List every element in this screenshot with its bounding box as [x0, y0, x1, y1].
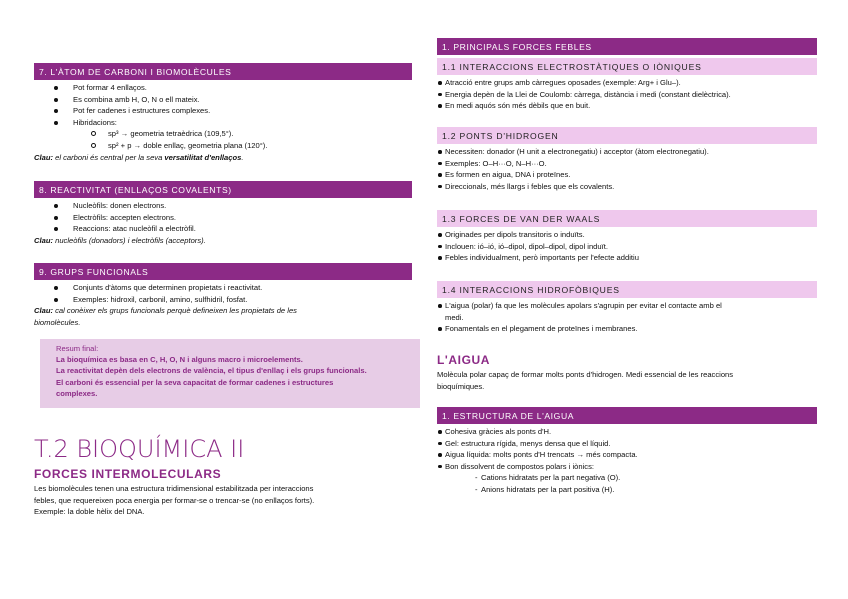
section-van-der-waals	[437, 210, 817, 264]
list-item: Exemples: O–H···O, N–H···O.	[437, 158, 817, 170]
sub-list-item: sp³ → geometria tetraèdrica (109,5°).	[34, 128, 412, 140]
list-item: En medi aquós són més dèbils que en buit.	[437, 100, 817, 112]
list-item: Conjunts d'àtoms que determinen propietats i reactivitat.	[34, 282, 412, 294]
subsection-header: 1.3 FORCES DE VAN DER WAALS	[437, 210, 817, 227]
dash-item: - Cations hidratats per la part negativa (O).	[437, 472, 817, 484]
section-header: 9. GRUPS FUNCIONALS	[34, 263, 412, 280]
subsection-header: 1.4 INTERACCIONS HIDROFÒBIQUES	[437, 281, 817, 298]
list-item: Fonamentals en el plegament de proteïnes i membranes.	[437, 323, 817, 335]
list-item: L'aigua (polar) fa que les molècules apolars s'agrupin per evitar el contacte amb el	[437, 300, 817, 312]
section-header: 1. ESTRUCTURA DE L'AIGUA	[437, 407, 817, 424]
subsection-header: 1.2 PONTS D'HIDROGEN	[437, 127, 817, 144]
clau-note: Clau: el carboni és central per la seva versatilitat d'enllaços.	[34, 152, 244, 162]
paragraph-line: Molècula polar capaç de formar molts ponts d'hidrogen. Medi essencial de les reaccions	[437, 370, 734, 379]
list-item: Inclouen: ió–ió, ió–dipol, dipol–dipol, dipol induït.	[437, 241, 817, 253]
resum-line: La reactivitat depèn dels electrons de valència, el tipus d'enllaç i els grups funcionals.	[56, 366, 367, 376]
resum-line: complexes.	[56, 389, 98, 399]
subsection-header: 1.1 INTERACCIONS ELECTROSTÀTIQUES O IÒNIQUES	[437, 58, 817, 75]
list-item: Originades per dipols transitoris o induïts.	[437, 229, 817, 241]
section-reactivitat	[34, 181, 412, 246]
list-item-continuation: medi.	[445, 312, 464, 322]
aigua-heading: L'AIGUA	[437, 353, 491, 367]
list-item: Cohesiva gràcies als ponts d'H.	[437, 426, 817, 438]
resum-title: Resum final:	[56, 344, 99, 353]
resum-line: La bioquímica es basa en C, H, O, N i alguns macro i microelements.	[56, 355, 303, 364]
section-header: 8. REACTIVITAT (ENLLAÇOS COVALENTS)	[34, 181, 412, 198]
page-title: T.2 BIOQUÍMICA II	[34, 435, 245, 463]
list-item: Necessiten: donador (H unit a electronegatiu) i acceptor (àtom electronegatiu).	[437, 146, 817, 158]
list-item: Es formen en aigua, DNA i proteïnes.	[437, 169, 817, 181]
paragraph-line: bioquímiques.	[437, 381, 485, 391]
clau-note: Clau: cal conèixer els grups funcionals perquè defineixen les propietats de les biomolècules.	[34, 306, 297, 327]
list-item: Electròfils: accepten electrons.	[34, 212, 412, 224]
list-item: Nucleòfils: donen electrons.	[34, 200, 412, 212]
list-item: Direccionals, més llargs i febles que els covalents.	[437, 181, 817, 193]
section-hidrofobiques	[437, 281, 817, 335]
forces-heading: FORCES INTERMOLECULARS	[34, 467, 222, 481]
paragraph-line: Exemple: la doble hèlix del DNA.	[34, 507, 145, 517]
paragraph-line: febles, que requereixen poca energia per formar-se o trencar-se (no enllaços forts).	[34, 495, 315, 505]
resum-box	[40, 339, 420, 408]
list-item: Energia depèn de la Llei de Coulomb: càrrega, distància i medi (constant dielèctrica).	[437, 89, 817, 101]
section-ponts-hidrogen	[437, 127, 817, 192]
list-item: Gel: estructura rígida, menys densa que el líquid.	[437, 438, 817, 450]
list-item: Exemples: hidroxil, carbonil, amino, sulfhidril, fosfat.	[34, 294, 412, 306]
list-item: Reaccions: atac nucleòfil a electròfil.	[34, 223, 412, 235]
section-principals	[437, 38, 817, 55]
list-item: Hibridacions:	[34, 117, 412, 129]
sub-list-item: sp² + p → doble enllaç, geometria plana (120°).	[34, 140, 412, 152]
list-item: Febles individualment, però importants per l'efecte additiu	[437, 252, 817, 264]
list-item: Es combina amb H, O, N o ell mateix.	[34, 94, 412, 106]
list-item: Aigua líquida: molts ponts d'H trencats → més compacta.	[437, 449, 817, 461]
section-forces	[34, 467, 412, 518]
clau-note: Clau: nucleòfils (donadors) i electròfils (acceptors).	[34, 235, 206, 245]
section-grups	[34, 263, 412, 328]
list-item: Atracció entre grups amb càrregues oposades (exemple: Arg+ i Glu–).	[437, 77, 817, 89]
section-header: 7. L'ÀTOM DE CARBONI I BIOMOLÈCULES	[34, 63, 412, 80]
resum-line: El carboni és essencial per la seva capacitat de formar cadenes i estructures	[56, 377, 334, 387]
list-item: Pot formar 4 enllaços.	[34, 82, 412, 94]
section-estructura	[437, 407, 817, 496]
section-electrostatiques	[437, 58, 817, 112]
page-title-block	[34, 435, 412, 463]
section-aigua	[437, 353, 817, 392]
list-item: Pot fer cadenes i estructures complexes.	[34, 105, 412, 117]
dash-item: - Anions hidratats per la part positiva (H).	[437, 484, 817, 496]
section-header: 1. PRINCIPALS FORCES FEBLES	[437, 38, 817, 55]
section-carboni	[34, 63, 412, 163]
paragraph-line: Les biomolècules tenen una estructura tridimensional estabilitzada per interaccions	[34, 484, 314, 493]
list-item: Bon dissolvent de compostos polars i iònics:	[437, 461, 817, 473]
